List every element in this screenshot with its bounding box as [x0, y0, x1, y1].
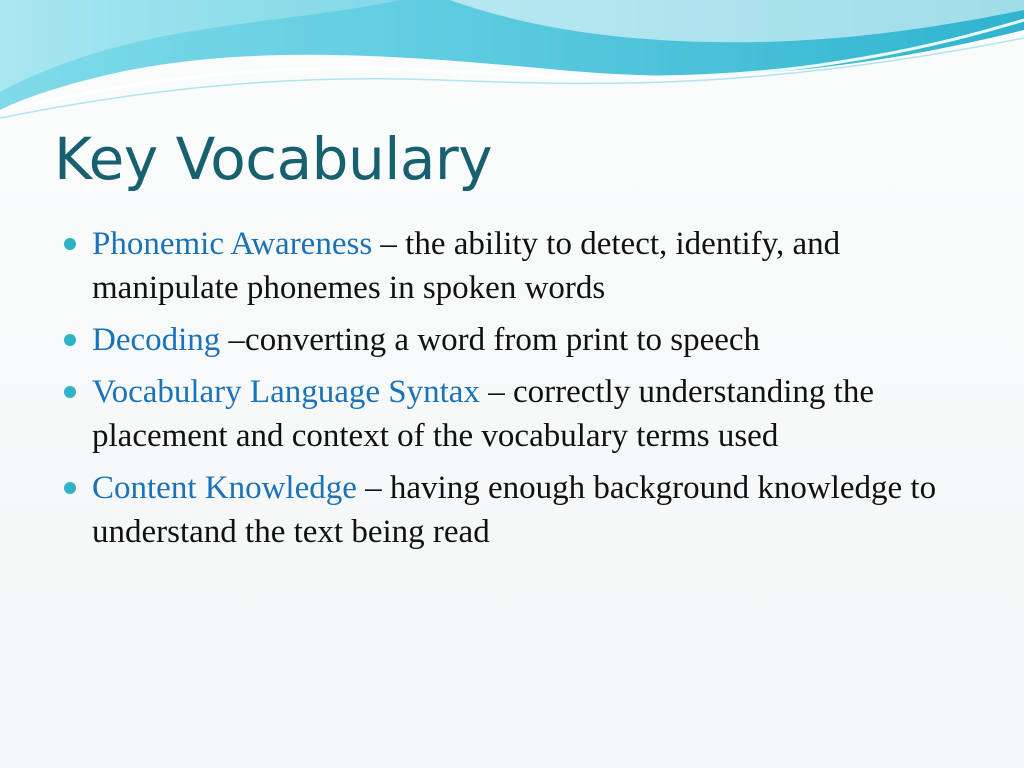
vocabulary-term: Vocabulary Language Syntax [92, 374, 480, 410]
vocabulary-term: Decoding [92, 322, 221, 358]
list-item [64, 466, 964, 554]
bullet-dot-icon [64, 482, 76, 494]
bullet-dot-icon [64, 386, 76, 398]
bullet-dot-icon [64, 238, 76, 250]
vocabulary-definition: –converting a word from print to speech [220, 322, 761, 358]
vocabulary-list [64, 222, 964, 562]
vocabulary-definition: – the ability to detect, identify, and manipulate phonemes in spoken words [92, 226, 841, 306]
slide-title: Key Vocabulary [54, 125, 493, 193]
vocabulary-term: Phonemic Awareness [92, 226, 373, 262]
list-item [64, 370, 964, 458]
bullet-dot-icon [64, 334, 76, 346]
vocabulary-definition: – correctly understanding the placement and context of the vocabulary terms used [92, 374, 874, 454]
vocabulary-definition: – having enough background knowledge to understand the text being read [92, 470, 937, 550]
list-item [64, 318, 964, 362]
vocabulary-term: Content Knowledge [92, 470, 357, 506]
list-item [64, 222, 964, 310]
decorative-wave-header [0, 0, 1024, 130]
